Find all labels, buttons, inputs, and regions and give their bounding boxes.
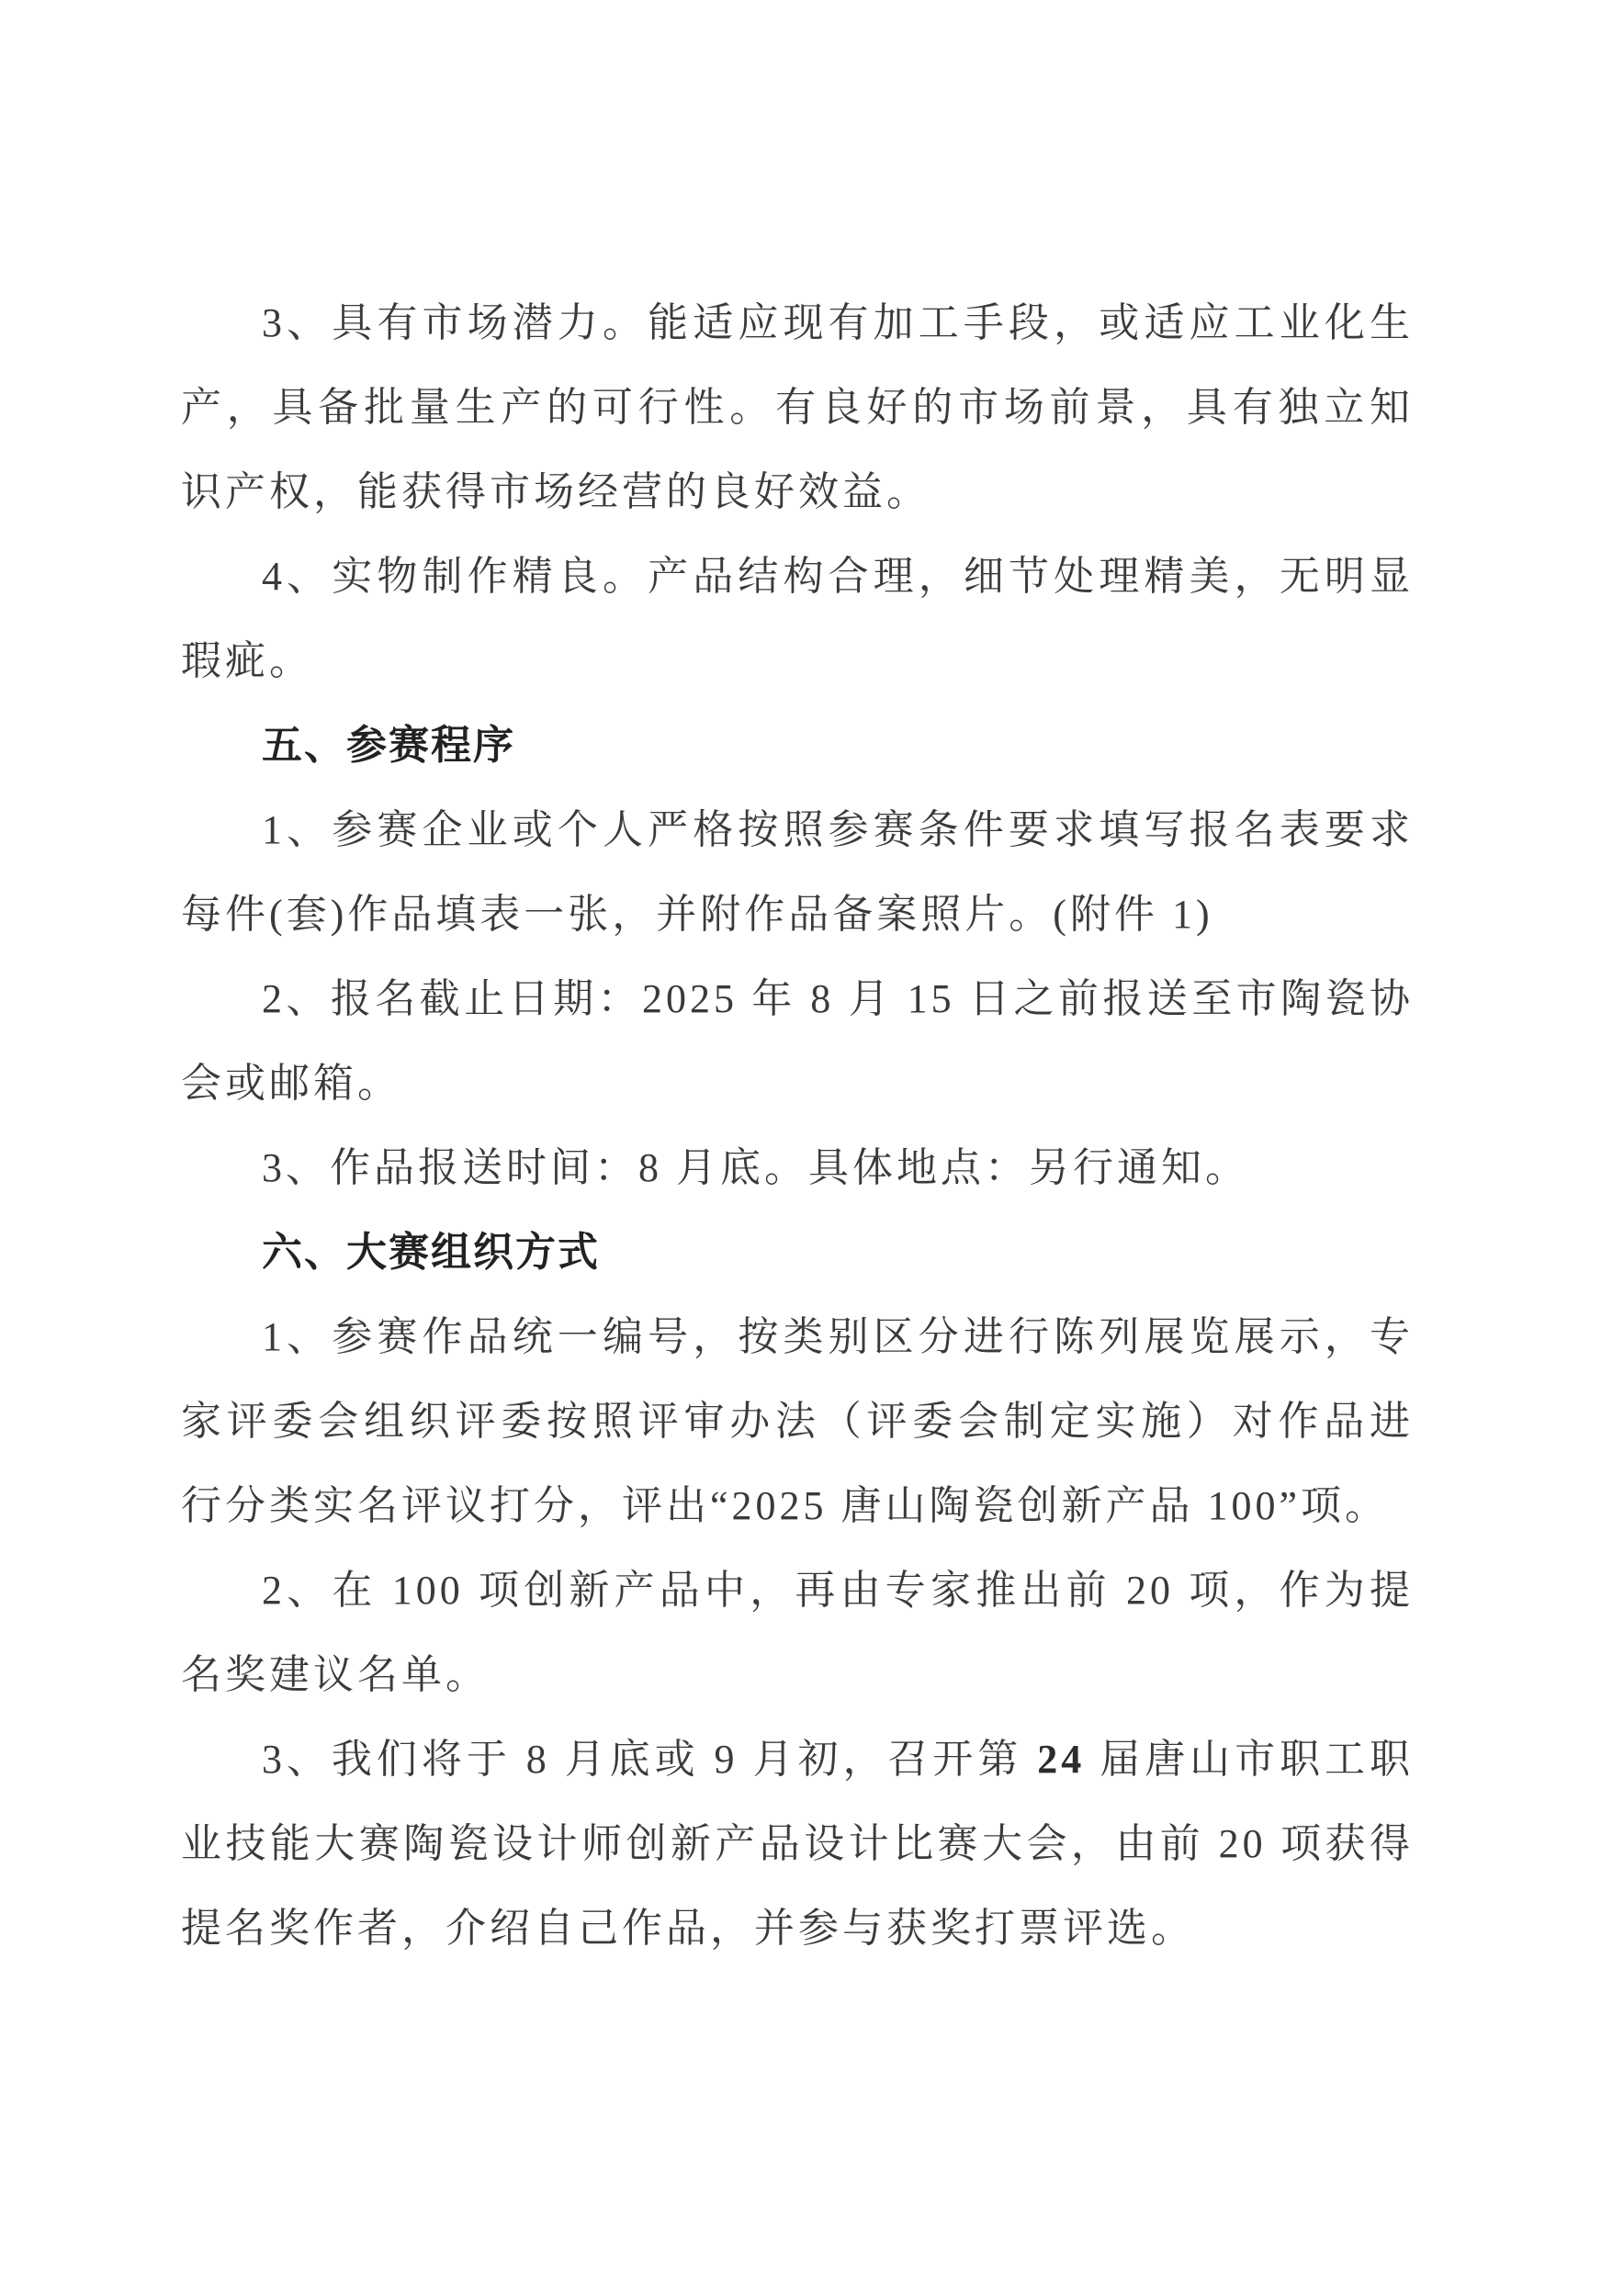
paragraph-numbering-and-judging: 1、参赛作品统一编号，按类别区分进行陈列展览展示，专家评委会组织评委按照评审办法（评委会制定实施）对作品进行分类实名评议打分，评出“2025 唐山陶瓷创新产品 100”项。 <box>181 1314 1414 1528</box>
paragraph-submission-time: 3、作品报送时间：8 月底。具体地点：另行通知。 <box>262 1145 1249 1190</box>
paragraph-registration-deadline: 2、报名截止日期：2025 年 8 月 15 日之前报送至市陶瓷协会或邮箱。 <box>181 976 1414 1106</box>
document-body <box>181 281 1414 1971</box>
final-conference-session-number: 24 <box>1037 1737 1086 1782</box>
paragraph-final-conference <box>181 1717 1414 1971</box>
section-heading-entry-procedure: 五、参赛程序 <box>262 723 515 768</box>
paragraph-craftsmanship: 4、实物制作精良。产品结构合理，细节处理精美，无明显瑕疵。 <box>181 554 1414 683</box>
paragraph-market-potential: 3、具有市场潜力。能适应现有加工手段，或适应工业化生产，具备批量生产的可行性。有良好的市场前景，具有独立知识产权，能获得市场经营的良好效益。 <box>181 300 1414 514</box>
paragraph-registration-form: 1、参赛企业或个人严格按照参赛条件要求填写报名表要求每件(套)作品填表一张，并附作品备案照片。(附件 1) <box>181 807 1414 937</box>
final-conference-text-start: 3、我们将于 8 月底或 9 月初，召开第 <box>262 1737 1038 1782</box>
final-conference-text-end: 届唐山市职工职业技能大赛陶瓷设计师创新产品设计比赛大会，由前 20 项获得提名奖作者，介绍自己作品，并参与获奖打票评选。 <box>181 1737 1415 1951</box>
paragraph-top20-nomination: 2、在 100 项创新产品中，再由专家推出前 20 项，作为提名奖建议名单。 <box>181 1568 1414 1697</box>
section-heading-organization-method: 六、大赛组织方式 <box>262 1230 600 1275</box>
